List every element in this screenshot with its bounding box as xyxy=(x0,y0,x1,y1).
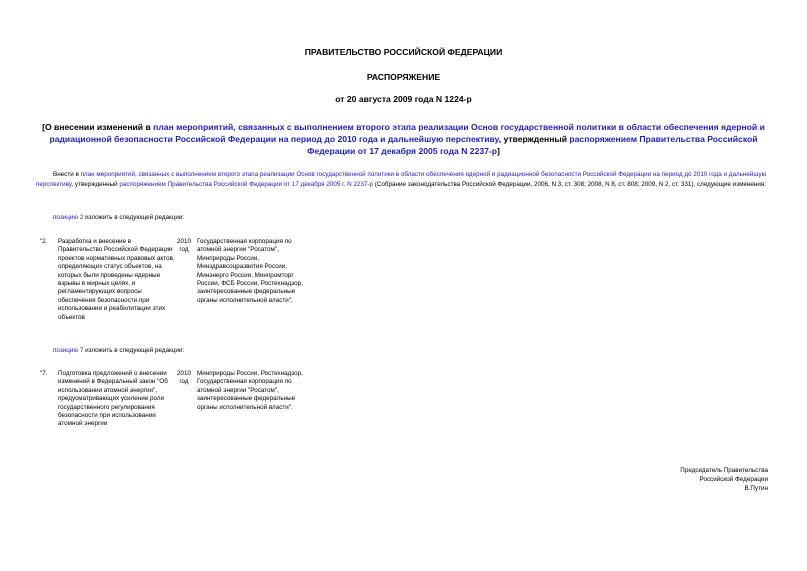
title-middle: , утвержденный xyxy=(498,134,570,144)
title-prefix: [О внесении изменений в xyxy=(42,122,154,132)
table-row-responsible: Государственная корпорация по атомной энергии "Росатом", Минприроды России, Минздравсоцразвития России, Минэнерго России, Минпромторг России, ФСБ России, Ростехнадзор, заинтересованные федеральные органы исполнительной власти"; xyxy=(197,238,303,304)
title-suffix: ] xyxy=(497,146,500,156)
intro-text-2: , утвержденный xyxy=(71,180,120,188)
table-row-number: "7. xyxy=(40,370,48,377)
table-row-deadline: 2010 год xyxy=(176,370,191,386)
position-7-link[interactable]: позицию 7 xyxy=(53,347,84,354)
table-row-number: "2. xyxy=(40,238,48,245)
government-heading: ПРАВИТЕЛЬСТВО РОССИЙСКОЙ ФЕДЕРАЦИИ xyxy=(304,47,503,57)
amendment-paragraph-7 xyxy=(53,347,184,354)
table-row-responsible: Минприроды России, Ростехнадзор, Государственная корпорация по атомной энергии "Росатом", заинтересованные федеральные органы исполнительной власти". xyxy=(197,370,303,411)
table-row-measure: Подготовка предложений о внесении изменений в Федеральный закон "Об использовании атомной энергии", предусматривающих усиление роли государственного регулирования безопасности при использовании атомной энергии xyxy=(58,370,168,428)
signature-name: В.Путин xyxy=(744,485,768,492)
title-link-plan[interactable]: план мероприятий, связанных с выполнением второго этапа реализации Основ государственной политики в области обеспечения ядерной и радиационной безопасности Российской Федерации на период до 2010 года и дальнейшую перспективу xyxy=(49,122,765,144)
amendment-text: изложить в следующей редакции: xyxy=(83,214,185,221)
intro-text-1: Внести в xyxy=(53,171,81,178)
intro-paragraph xyxy=(36,170,772,189)
amendment-paragraph-2 xyxy=(53,214,184,221)
amendment-text: изложить в следующей редакции: xyxy=(83,347,185,354)
document-date-number: от 20 августа 2009 года N 1224-р xyxy=(335,94,472,104)
signature-organization: Российской Федерации xyxy=(699,476,768,483)
signature-block xyxy=(560,466,768,493)
document-title xyxy=(36,121,771,157)
title-link-order[interactable]: распоряжением Правительства Российской Федерации от 17 декабря 2005 года N 2237-р xyxy=(307,134,758,156)
table-row-measure: Разработка и внесение в Правительство Российской Федерации проектов нормативных правовых актов, определяющих статус объектов, на которых были проведены ядерные взрывы в мирных целях, и регламентирующих вопросы обеспечения безопасности при использовании и реабилитации этих объектов xyxy=(58,238,175,321)
intro-text-3: (Собрание законодательства Российской Федерации, 2006, N 3, ст. 308; 2008, N 8, ст. 808; 2009, N 2, ст. 331), следующие изменения: xyxy=(373,180,767,188)
intro-link-order[interactable]: распоряжением Правительства Российской Федерации от 17 декабря 2005 г. N 2237-р xyxy=(119,180,374,188)
document-type-heading: РАСПОРЯЖЕНИЕ xyxy=(366,72,441,82)
position-2-link[interactable]: позицию 2 xyxy=(53,214,84,221)
intro-link-plan[interactable]: план мероприятий, связанных с выполнением второго этапа реализации Основ государственной политики в области обеспечения ядерной и радиационной безопасности Российской Федерации на период до 2010 года и дальнейшую перспективу xyxy=(36,171,767,188)
signature-position: Председатель Правительства xyxy=(680,467,768,474)
table-row-deadline: 2010 год xyxy=(176,238,191,254)
